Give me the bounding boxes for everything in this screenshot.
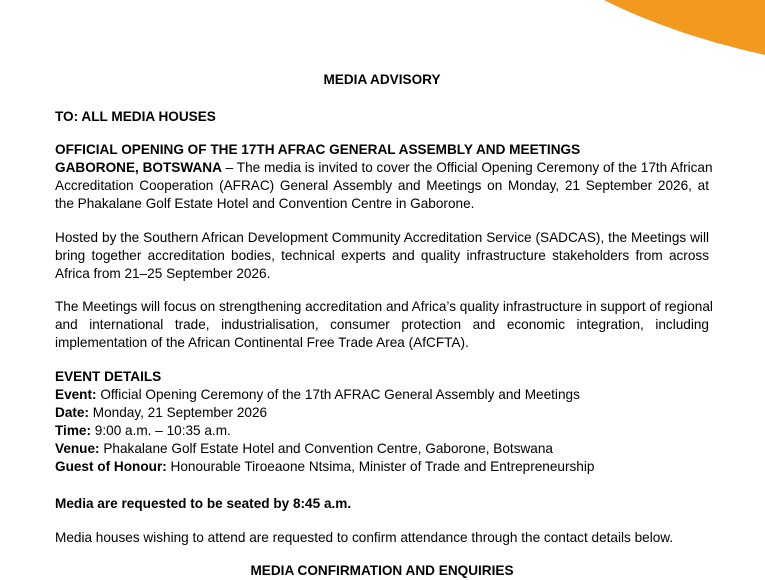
intro-line-3: the Phakalane Golf Estate Hotel and Convention Centre in Gaborone. <box>55 196 475 211</box>
seating-note: Media are requested to be seated by 8:45 a.m. <box>55 496 352 511</box>
event-detail-event: Event: Official Opening Ceremony of the 17th AFRAC General Assembly and Meetings <box>55 387 580 402</box>
focus-line-1: The Meetings will focus on strengthening accreditation and Africa’s quality infrastructure in support of regional <box>55 299 713 314</box>
header-swoosh-graphic <box>0 0 765 60</box>
host-line-2: bring together accreditation bodies, technical experts and quality infrastructure stakeholders from across <box>55 248 709 263</box>
intro-paragraph <box>55 159 713 213</box>
focus-paragraph <box>55 298 713 352</box>
intro-line-2: Accreditation Cooperation (AFRAC) General Assembly and Meetings on Monday, 21 September 2026, at <box>55 178 709 193</box>
document-heading: MEDIA ADVISORY <box>323 72 441 87</box>
advisory-title: OFFICIAL OPENING OF THE 17TH AFRAC GENERAL ASSEMBLY AND MEETINGS <box>55 142 581 157</box>
host-line-1: Hosted by the Southern African Development Community Accreditation Service (SADCAS), the Meetings will <box>55 230 709 245</box>
event-detail-guest-of-honour: Guest of Honour: Honourable Tiroeaone Ntsima, Minister of Trade and Entrepreneurship <box>55 459 595 474</box>
event-detail-venue: Venue: Phakalane Golf Estate Hotel and Convention Centre, Gaborone, Botswana <box>55 441 553 456</box>
event-details-section <box>55 368 709 476</box>
host-line-3: Africa from 21–25 September 2026. <box>55 266 271 281</box>
intro-line-1: GABORONE, BOTSWANA – The media is invited to cover the Official Opening Ceremony of the 17th African <box>55 160 713 175</box>
event-detail-time: Time: 9:00 a.m. – 10:35 a.m. <box>55 423 231 438</box>
focus-line-2: and international trade, industrialisation, consumer protection and economic integration, including <box>55 317 709 332</box>
enquiries-heading: MEDIA CONFIRMATION AND ENQUIRIES <box>250 563 514 578</box>
host-paragraph <box>55 229 709 283</box>
dateline: GABORONE, BOTSWANA <box>55 160 222 175</box>
event-details-heading: EVENT DETAILS <box>55 369 162 384</box>
recipient-line: TO: ALL MEDIA HOUSES <box>55 109 216 124</box>
event-detail-date: Date: Monday, 21 September 2026 <box>55 405 268 420</box>
focus-line-3: implementation of the African Continental Free Trade Area (AfCFTA). <box>55 335 469 350</box>
confirmation-note: Media houses wishing to attend are requested to confirm attendance through the contact details below. <box>55 530 674 545</box>
